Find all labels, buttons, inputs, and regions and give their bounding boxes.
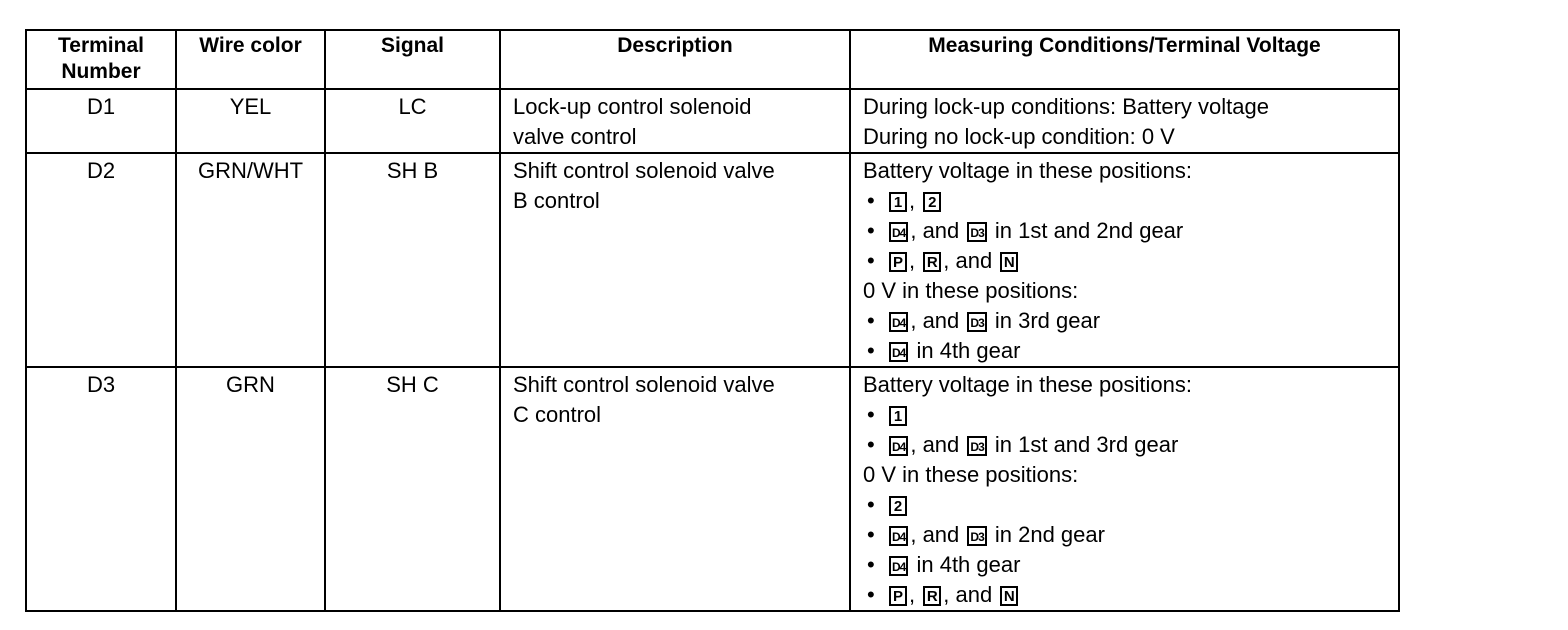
position-d4-icon: D4 xyxy=(889,556,908,576)
cell-terminal: D2 xyxy=(26,153,176,367)
position-p-icon: P xyxy=(889,586,907,606)
list-item: • P , R , and N xyxy=(863,580,1398,610)
list-item: • D4 , and D3 in 2nd gear xyxy=(863,520,1398,550)
cell-signal: LC xyxy=(325,89,500,153)
cell-wire-color: GRN xyxy=(176,367,325,611)
list-item: • D4 , and D3 in 1st and 3rd gear xyxy=(863,430,1398,460)
bullet: • xyxy=(867,582,875,607)
position-d3-icon: D3 xyxy=(967,312,986,332)
list-item: • D4 in 4th gear xyxy=(863,336,1398,366)
bullet: • xyxy=(867,308,875,333)
position-d3-icon: D3 xyxy=(967,526,986,546)
bullet: • xyxy=(867,188,875,213)
list-item: • D4 , and D3 in 3rd gear xyxy=(863,306,1398,336)
position-d4-icon: D4 xyxy=(889,222,908,242)
cell-wire-color: GRN/WHT xyxy=(176,153,325,367)
header-measuring-conditions: Measuring Conditions/Terminal Voltage xyxy=(850,30,1399,89)
terminal-table xyxy=(25,29,1400,612)
cell-measuring: Battery voltage in these positions: • 1 , 2 • D4 , and D3 in 1st and 2nd gear • P , R , and N 0 V in these positions: • D4 , and D3 in 3rd gear • D4 in 4th gear xyxy=(850,153,1399,367)
position-r-icon: R xyxy=(923,252,941,272)
list-item xyxy=(863,490,1398,520)
position-r-icon: R xyxy=(923,586,941,606)
cell-description: Shift control solenoid valve B control xyxy=(500,153,850,367)
list-item: • 1 , 2 xyxy=(863,186,1398,216)
position-d4-icon: D4 xyxy=(889,436,908,456)
position-2-icon: 2 xyxy=(923,192,941,212)
table-row xyxy=(26,153,1399,367)
cell-signal: SH B xyxy=(325,153,500,367)
table-row xyxy=(26,89,1399,153)
cell-terminal: D3 xyxy=(26,367,176,611)
cell-wire-color: YEL xyxy=(176,89,325,153)
position-d3-icon: D3 xyxy=(967,222,986,242)
position-d4-icon: D4 xyxy=(889,526,908,546)
position-d3-icon: D3 xyxy=(967,436,986,456)
cell-signal: SH C xyxy=(325,367,500,611)
header-signal: Signal xyxy=(325,30,500,89)
position-d4-icon: D4 xyxy=(889,342,908,362)
cell-terminal: D1 xyxy=(26,89,176,153)
position-1-icon: 1 xyxy=(889,192,907,212)
header-row xyxy=(26,30,1399,89)
bullet: • xyxy=(867,218,875,243)
table-row xyxy=(26,367,1399,611)
bullet: • xyxy=(867,402,875,427)
bullet: • xyxy=(867,248,875,273)
list-item: • P , R , and N xyxy=(863,246,1398,276)
header-wire-color: Wire color xyxy=(176,30,325,89)
header-description: Description xyxy=(500,30,850,89)
cell-measuring: Battery voltage in these positions: • 1 • D4 , and D3 in 1st and 3rd gear 0 V in these positions: • 2 • D4 , and D3 in 2nd gear • D4 in 4th gear • P , R , and N xyxy=(850,367,1399,611)
position-d4-icon: D4 xyxy=(889,312,908,332)
position-p-icon: P xyxy=(889,252,907,272)
header-terminal-number: Terminal Number xyxy=(26,30,176,89)
bullet: • xyxy=(867,522,875,547)
bullet: • xyxy=(867,492,875,517)
list-item xyxy=(863,400,1398,430)
position-n-icon: N xyxy=(1000,586,1018,606)
position-2-icon: 2 xyxy=(889,496,907,516)
bullet: • xyxy=(867,432,875,457)
cell-description: Shift control solenoid valve C control xyxy=(500,367,850,611)
position-1-icon: 1 xyxy=(889,406,907,426)
bullet: • xyxy=(867,338,875,363)
list-item: • D4 in 4th gear xyxy=(863,550,1398,580)
cell-description: Lock-up control solenoid valve control xyxy=(500,89,850,153)
bullet: • xyxy=(867,552,875,577)
cell-measuring: During lock-up conditions: Battery voltage During no lock-up condition: 0 V xyxy=(850,89,1399,153)
list-item: • D4 , and D3 in 1st and 2nd gear xyxy=(863,216,1398,246)
position-n-icon: N xyxy=(1000,252,1018,272)
